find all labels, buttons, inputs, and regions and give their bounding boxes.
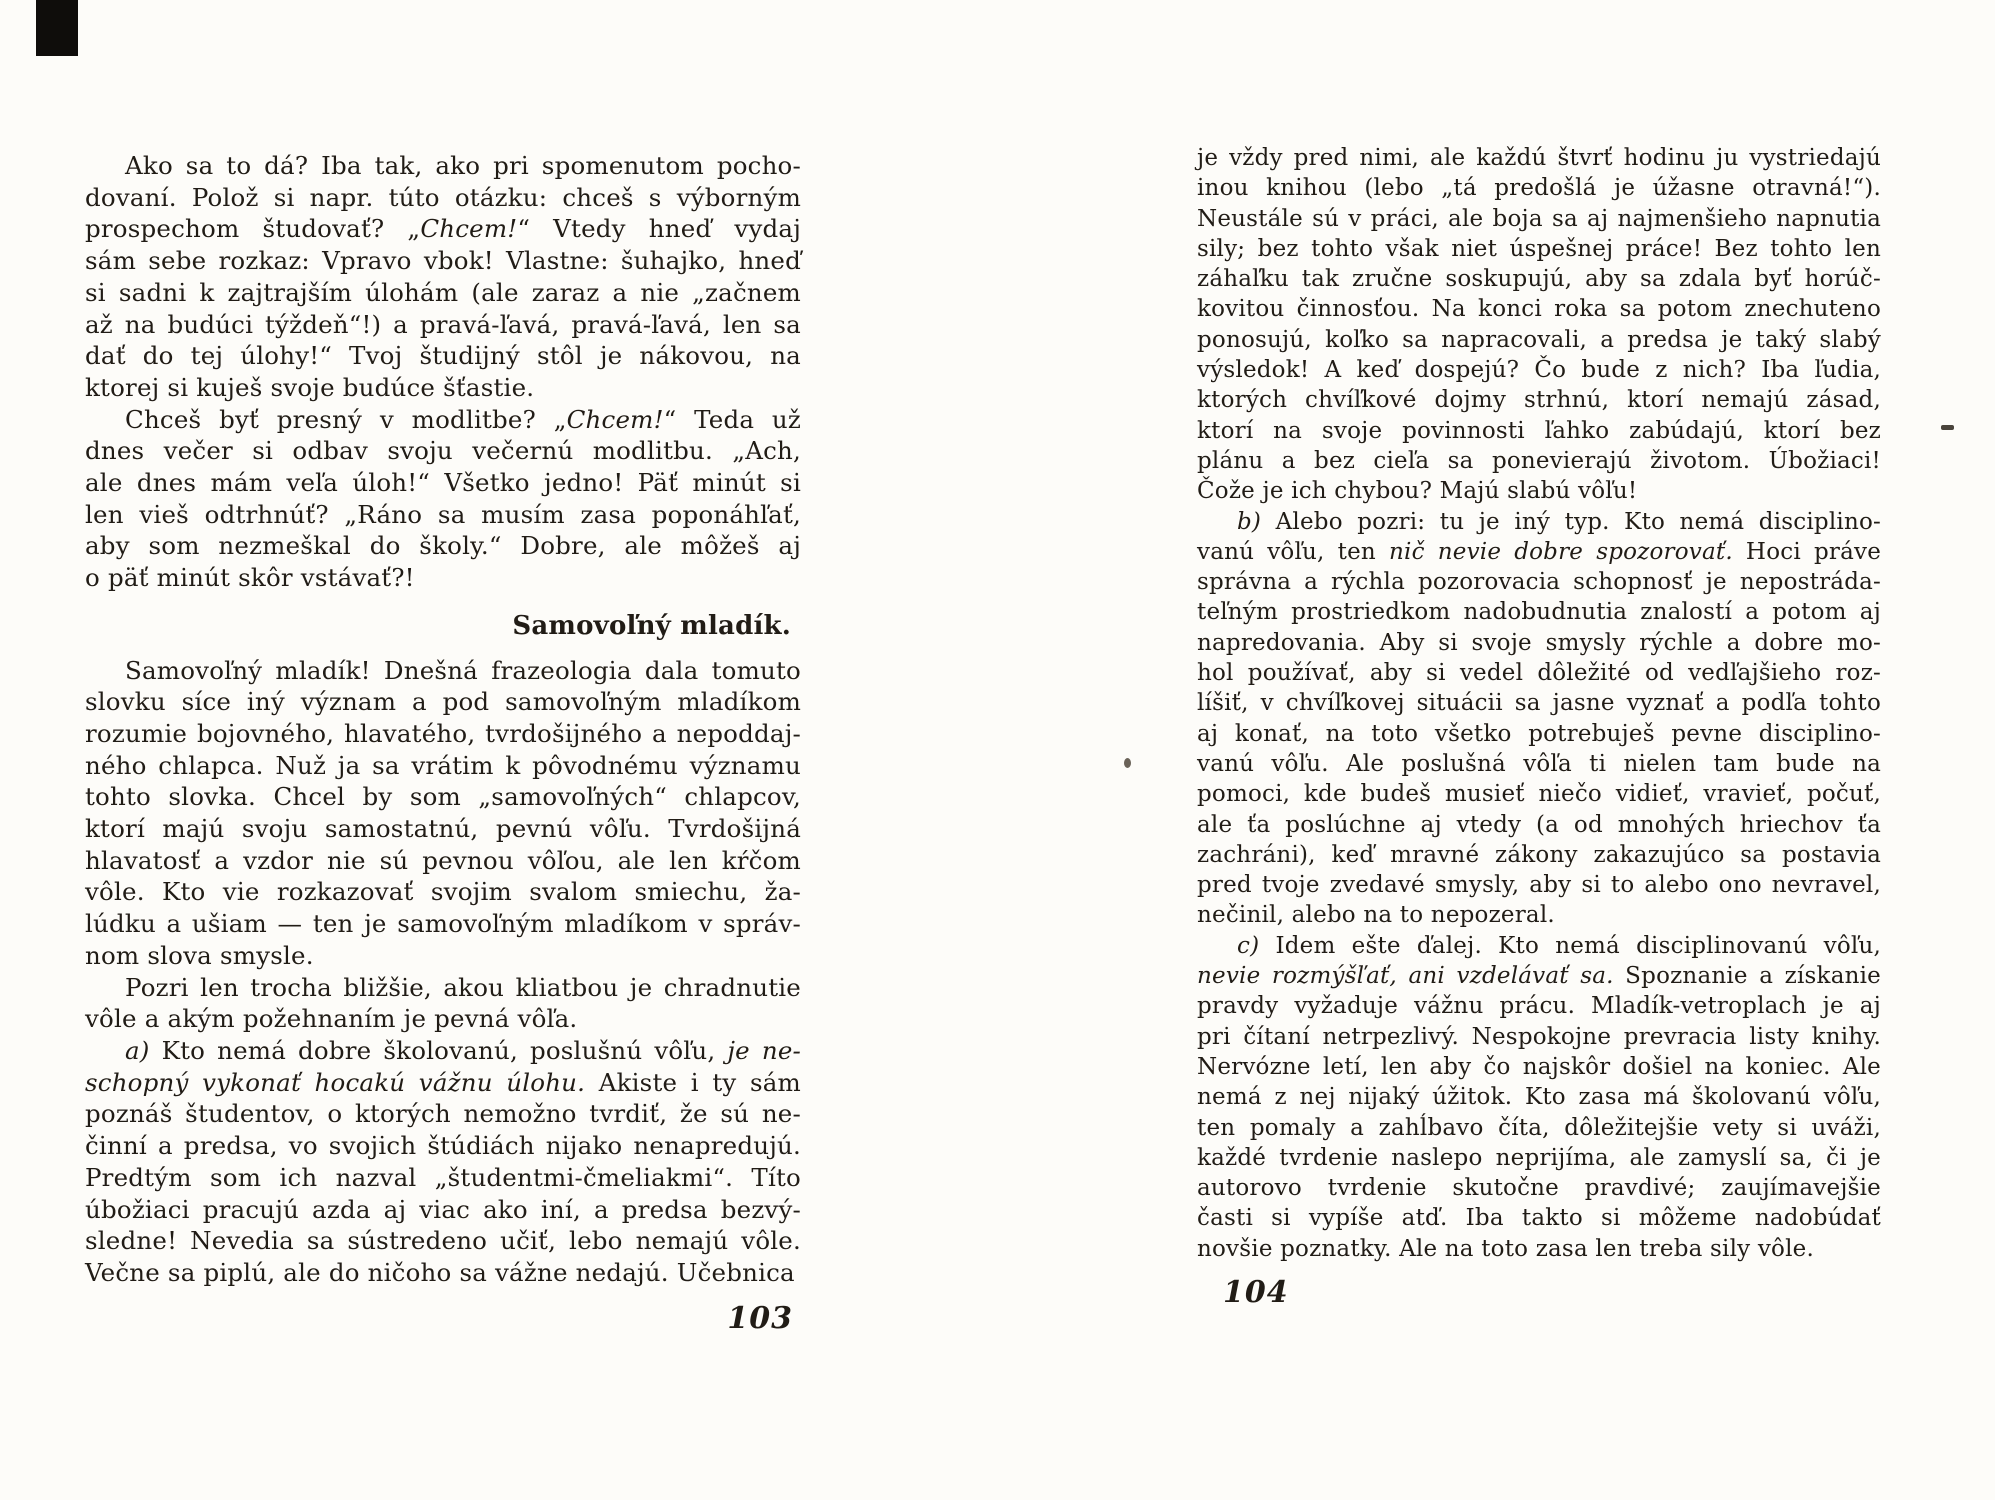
text-line: plánu a bez cieľa sa ponevierajú životom. Úbožiaci! xyxy=(1197,447,1881,474)
scan-artifact-speck xyxy=(1941,425,1954,430)
text-line: záhaľku tak zručne soskupujú, aby sa zdala byť horúč- xyxy=(1197,266,1881,293)
text-line: lúdku a ušiam — ten je samovoľným mladíkom v správ- xyxy=(85,909,801,939)
text-line: Pozri len trocha bližšie, akou kliatbou je chradnutie xyxy=(125,972,801,1002)
text-line: schopný vykonať hocakú vážnu úlohu. Akiste i ty sám xyxy=(85,1067,801,1097)
paragraph xyxy=(85,972,801,1035)
text-line: Čože je ich chybou? Majú slabú vôľu! xyxy=(1197,478,1638,505)
scan-artifact-corner xyxy=(36,0,78,56)
paragraph xyxy=(85,404,801,594)
text-line: autorovo tvrdenie skutočne pravdivé; zaujímavejšie xyxy=(1197,1175,1881,1202)
text-line: aby som nezmeškal do školy.“ Dobre, ale môžeš aj xyxy=(85,531,801,561)
text-line: a) Kto nemá dobre školovanú, poslušnú vôľu, je ne- xyxy=(125,1035,801,1065)
text-line: úbožiaci pracujú azda aj viac ako iní, a predsa bezvý- xyxy=(85,1194,801,1224)
text-line: vôle a akým požehnaním je pevná vôľa. xyxy=(85,1004,578,1034)
text-line: tohto slovka. Chcel by som „samovoľných“ chlapcov, xyxy=(85,782,801,812)
paragraph xyxy=(1197,143,1881,507)
text-line: pred tvoje zvedavé smysly, aby si to alebo ono nevravel, xyxy=(1197,872,1881,899)
page-number: 103 xyxy=(727,1300,793,1336)
text-line: hol používať, aby si vedel dôležité od vedľajšieho roz- xyxy=(1197,660,1881,687)
text-line: dnes večer si odbav svoju večernú modlitbu. „Ach, xyxy=(85,436,801,466)
scan-artifact-speck xyxy=(1124,758,1131,768)
text-line: kovitou činnosťou. Na konci roka sa potom znechuteno xyxy=(1197,296,1881,323)
text-line: Neustále sú v práci, ale boja sa aj najmenšieho napnutia xyxy=(1197,205,1881,232)
text-line: sily; bez tohto však niet úspešnej práce! Bez tohto len xyxy=(1197,235,1881,262)
text-line: ale dnes mám veľa úloh!“ Všetko jedno! Päť minút si xyxy=(85,468,801,498)
text-line: až na budúci týždeň“!) a pravá-ľavá, pravá-ľavá, len sa xyxy=(85,309,801,339)
text-line: Nervózne letí, len aby čo najskôr došiel na koniec. Ale xyxy=(1197,1053,1881,1080)
text-line: nom slova smysle. xyxy=(85,940,314,970)
paragraph xyxy=(85,655,801,972)
text-line: Večne sa piplú, ale do ničoho sa vážne nedajú. Učebnica xyxy=(85,1257,795,1287)
text-line: každé tvrdenie naslepo neprijíma, ale zamyslí sa, či je xyxy=(1197,1144,1881,1171)
text-line: pomoci, kde budeš musieť niečo vidieť, vravieť, počuť, xyxy=(1197,781,1881,808)
text-line: správna a rýchla pozorovacia schopnosť je nepostráda- xyxy=(1197,569,1881,596)
paragraph xyxy=(85,1035,801,1289)
text-line: líšiť, v chvíľkovej situácii sa jasne vyznať a podľa tohto xyxy=(1197,690,1881,717)
text-line: časti si vypíše atď. Iba takto si môžeme nadobúdať xyxy=(1197,1205,1881,1232)
section-heading: Samovoľný mladík. xyxy=(512,610,791,641)
text-line: Chceš byť presný v modlitbe? „Chcem!“ Teda už xyxy=(125,404,801,434)
paragraph xyxy=(1197,507,1881,931)
text-line: inou knihou (lebo „tá predošlá je úžasne otravná!“). xyxy=(1197,175,1881,202)
text-line: vanú vôľu. Ale poslušná vôľa ti nielen tam bude na xyxy=(1197,750,1881,777)
text-line: ného chlapca. Nuž ja sa vrátim k pôvodnému významu xyxy=(85,750,801,780)
text-line: pri čítaní netrpezlivý. Nespokojne prevracia listy knihy. xyxy=(1197,1023,1881,1050)
text-line: napredovania. Aby si svoje smysly rýchle a dobre mo- xyxy=(1197,629,1881,656)
text-line: dovaní. Polož si napr. túto otázku: chceš s výborným xyxy=(85,182,801,212)
text-line: nemá z nej nijaký úžitok. Kto zasa má školovanú vôľu, xyxy=(1197,1084,1881,1111)
text-line: je vždy pred nimi, ale každú štvrť hodinu ju vystriedajú xyxy=(1197,145,1881,171)
page-text xyxy=(85,150,801,1289)
page-text xyxy=(1197,143,1881,1264)
text-line: ponosujú, koľko sa napracovali, a predsa je taký slabý xyxy=(1197,326,1881,353)
text-line: novšie poznatky. Ale na toto zasa len treba sily vôle. xyxy=(1197,1235,1814,1262)
text-line: zachráni), keď mravné zákony zakazujúco sa postavia xyxy=(1197,841,1881,868)
text-line: c) Idem ešte ďalej. Kto nemá disciplinovanú vôľu, xyxy=(1237,932,1881,959)
book-page-right xyxy=(1197,143,1881,1308)
text-line: ale ťa poslúchne aj vtedy (a od mnohých hriechov ťa xyxy=(1197,811,1881,838)
text-line: činní a predsa, vo svojich štúdiách nijako nenapredujú. xyxy=(85,1131,801,1161)
text-line: slovku síce iný význam a pod samovoľným mladíkom xyxy=(85,687,801,717)
text-line: ktorých chvíľkové dojmy strhnú, ktorí nemajú zásad, xyxy=(1197,387,1881,414)
text-line: sám sebe rozkaz: Vpravo vbok! Vlastne: šuhajko, hneď xyxy=(85,246,801,276)
text-line: si sadni k zajtrajším úlohám (ale zaraz a nie „začnem xyxy=(85,277,801,307)
text-line: ktorí majú svoju samostatnú, pevnú vôľu. Tvrdošijná xyxy=(85,814,801,844)
text-line: teľným prostriedkom nadobudnutia znalostí a potom aj xyxy=(1197,599,1881,626)
text-line: pravdy vyžaduje vážnu prácu. Mladík-vetroplach je aj xyxy=(1197,993,1881,1020)
text-line: o päť minút skôr vstávať?! xyxy=(85,563,415,593)
paragraph xyxy=(85,150,801,404)
text-line: b) Alebo pozri: tu je iný typ. Kto nemá disciplino- xyxy=(1237,508,1881,535)
text-line: ktorí na svoje povinnosti ľahko zabúdajú, ktorí bez xyxy=(1197,417,1881,444)
text-line: Predtým som ich nazval „študentmi-čmeliakmi“. Títo xyxy=(85,1162,801,1192)
text-line: aj konať, na toto všetko potrebuješ pevne disciplino- xyxy=(1197,720,1881,747)
text-line: dať do tej úlohy!“ Tvoj študijný stôl je nákovou, na xyxy=(85,341,801,371)
text-line: rozumie bojovného, hlavatého, tvrdošijného a nepoddaj- xyxy=(85,718,801,748)
text-line: len vieš odtrhnúť? „Ráno sa musím zasa poponáhľať, xyxy=(85,499,801,529)
text-line: prospechom študovať? „Chcem!“ Vtedy hneď vydaj xyxy=(85,214,801,244)
text-line: Samovoľný mladík! Dnešná frazeologia dala tomuto xyxy=(125,655,801,685)
text-line: vanú vôľu, ten nič nevie dobre spozorovať. Hoci práve xyxy=(1197,538,1881,565)
text-line: poznáš študentov, o ktorých nemožno tvrdiť, že sú ne- xyxy=(85,1099,801,1129)
text-line: ten pomaly a zahĺbavo číta, dôležitejšie vety si uváži, xyxy=(1197,1114,1881,1141)
text-line: výsledok! A keď dospejú? Čo bude z nich? Iba ľudia, xyxy=(1197,357,1881,384)
book-page-left xyxy=(85,150,801,1334)
text-line: sledne! Nevedia sa sústredeno učiť, lebo nemajú vôle. xyxy=(85,1226,801,1256)
page-number: 104 xyxy=(1223,1274,1289,1310)
text-line: nečinil, alebo na to nepozeral. xyxy=(1197,902,1555,929)
text-line: ktorej si kuješ svoje budúce šťastie. xyxy=(85,372,535,402)
text-line: vôle. Kto vie rozkazovať svojim svalom smiechu, ža- xyxy=(85,877,801,907)
text-line: Ako sa to dá? Iba tak, ako pri spomenutom pocho- xyxy=(125,151,801,180)
paragraph xyxy=(1197,931,1881,1264)
text-line: nevie rozmýšľať, ani vzdelávať sa. Spoznanie a získanie xyxy=(1197,963,1881,990)
text-line: hlavatosť a vzdor nie sú pevnou vôľou, ale len kŕčom xyxy=(85,845,801,875)
